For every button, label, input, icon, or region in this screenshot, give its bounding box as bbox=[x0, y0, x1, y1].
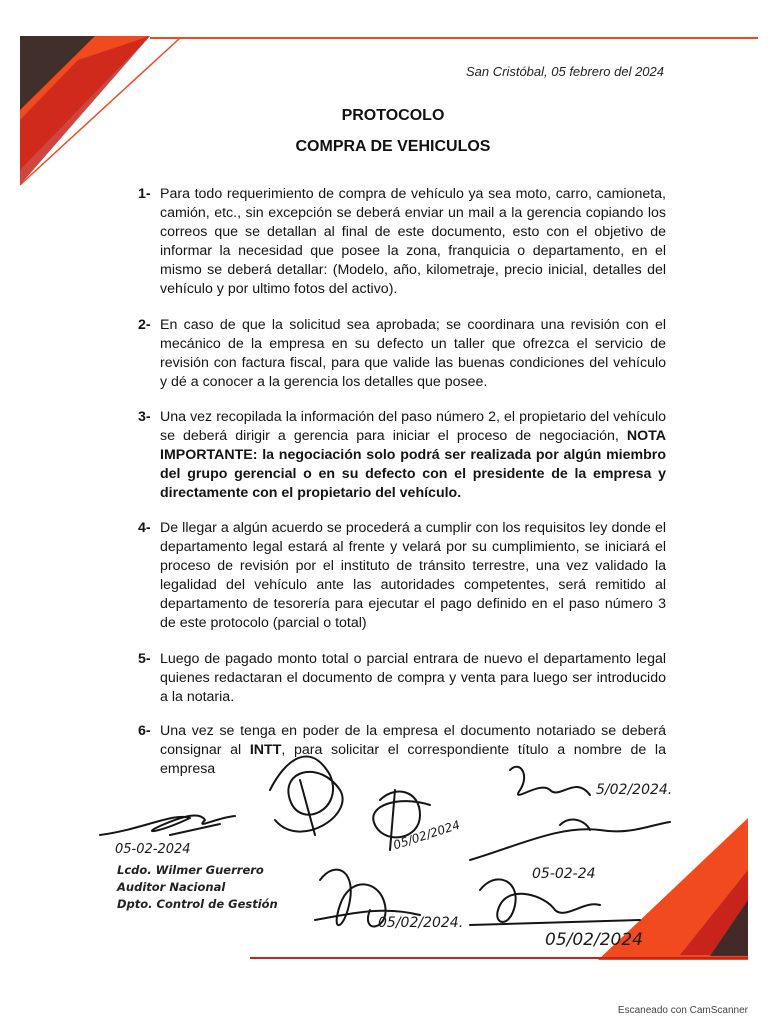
signature-left bbox=[100, 815, 235, 835]
handwritten-date-center: 05/02/2024 bbox=[391, 817, 462, 853]
document-title: PROTOCOLO bbox=[341, 107, 445, 124]
item-text: Para todo requerimiento de compra de vehículo ya sea moto, carro, camioneta, camión, etc., sin excepción se deberá enviar un mail a la gerencia copiando los correos que se detallan al final de este documento, esto con el objetivo de informar la necesidad que posee la zona, franquicia o departamento, en el mismo se deberá detallar: (Modelo, año, kilometraje, precio inicial, detalles del vehículo y por ultimo fotos del activo). bbox=[160, 186, 666, 297]
signer-block bbox=[117, 862, 278, 913]
item-number: 2- bbox=[138, 317, 151, 333]
intt-label: INTT bbox=[249, 742, 282, 758]
item-number: 4- bbox=[138, 520, 151, 536]
signer-department: Dpto. Control de Gestión bbox=[117, 897, 278, 911]
handwritten-date-left: 05-02-2024 bbox=[115, 842, 191, 857]
item-number: 5- bbox=[138, 651, 151, 667]
item-number: 6- bbox=[138, 723, 151, 739]
item-text: De llegar a algún acuerdo se procederá a cumplir con los requisitos ley donde el departamento legal estará al frente y velará por su cumplimiento, se iniciará el proceso de revisión por el instituto de tránsito terrestre, una vez validado la legalidad del vehículo ante las autoridades competentes, será remitido al departamento de tesorería para ejecutar el pago definido en el paso número 3 de este protocolo (parcial o total) bbox=[160, 520, 666, 631]
signer-name: Lcdo. Wilmer Guerrero bbox=[117, 863, 264, 877]
important-note: NOTA IMPORTANTE: la negociación solo podrá ser realizada por algún miembro del grupo gerencial o en su defecto con el presidente de la empresa y directamente con el propietario del vehículo. bbox=[160, 428, 666, 501]
handwritten-date-bottom-right: 05/02/2024 bbox=[545, 930, 643, 950]
scanner-watermark: Escaneado con CamScanner bbox=[617, 1005, 748, 1016]
item-number: 1- bbox=[138, 186, 151, 202]
handwritten-date-bottom-center: 05/02/2024. bbox=[378, 915, 464, 931]
item-text: , para solicitar el correspondiente título a nombre de la empresa bbox=[160, 742, 666, 777]
signer-role: Auditor Nacional bbox=[117, 880, 226, 894]
signature-bottom-right bbox=[470, 879, 640, 925]
item-text: En caso de que la solicitud sea aprobada; se coordinara una revisión con el mecánico de la empresa en su defecto un taller que ofrezca el servicio de revisión con factura fiscal, para que valide las buenas condiciones del vehículo y dé a conocer a la gerencia los detalles que posee. bbox=[160, 317, 666, 390]
item-text: Una vez se tenga en poder de la empresa el documento notariado se deberá consignar al bbox=[160, 723, 666, 758]
item-number: 3- bbox=[138, 409, 151, 425]
handwritten-date-right: 05-02-24 bbox=[532, 866, 596, 882]
document-date: San Cristóbal, 05 febrero del 2024 bbox=[465, 64, 664, 79]
item-text: Una vez recopilada la información del paso número 2, el propietario del vehículo se deberá dirigir a gerencia para iniciar el proceso de negociación, bbox=[160, 409, 666, 444]
item-text: Luego de pagado monto total o parcial entrara de nuevo el departamento legal quienes redactaran el documento de compra y venta para luego ser introducido a la notaria. bbox=[160, 651, 666, 705]
signature-top-right bbox=[510, 767, 590, 795]
document-subtitle: COMPRA DE VEHICULOS bbox=[295, 138, 491, 155]
handwritten-date-top-right: 5/02/2024. bbox=[596, 782, 673, 798]
signature-center-top bbox=[270, 756, 343, 835]
signature-right bbox=[470, 820, 670, 860]
